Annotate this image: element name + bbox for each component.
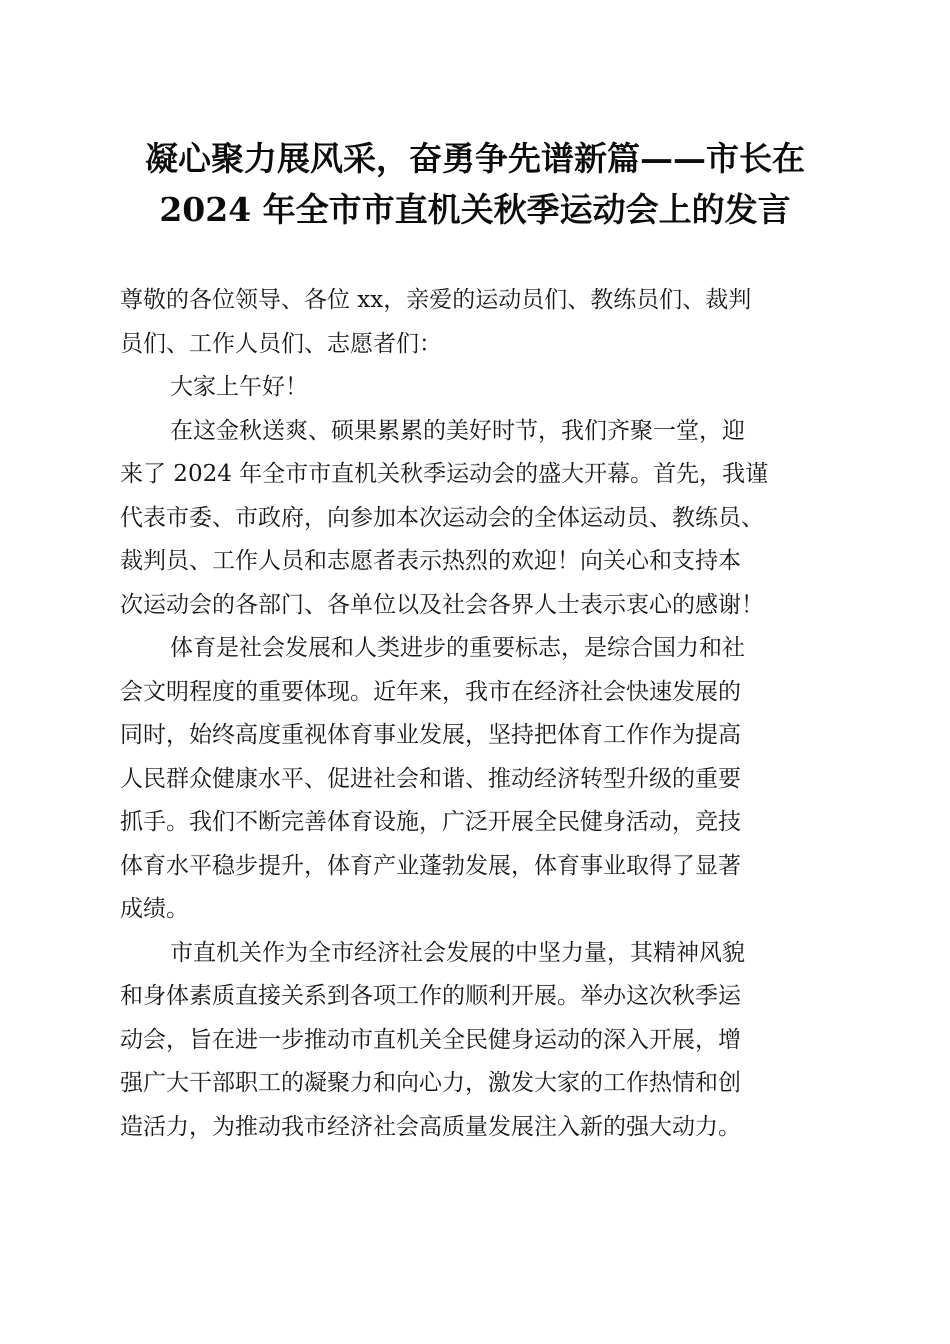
opening-paragraph <box>120 410 836 628</box>
greeting-paragraph <box>120 366 836 410</box>
text-line: 造活力，为推动我市经济社会高质量发展注入新的强大动力。 <box>120 1113 741 1140</box>
text-line: 会文明程度的重要体现。近年来，我市在经济社会快速发展的 <box>120 678 741 705</box>
text-line: 抓手。我们不断完善体育设施，广泛开展全民健身活动，竞技 <box>120 809 741 835</box>
text-line: 在这金秋送爽、硕果累累的美好时节，我们齐聚一堂，迎 <box>170 417 745 444</box>
text-line: 次运动会的各部门、各单位以及社会各界人士表示衷心的感谢！ <box>120 591 764 618</box>
text-line: 强广大干部职工的凝聚力和向心力，激发大家的工作热情和创 <box>120 1070 741 1096</box>
text-line: 体育是社会发展和人类进步的重要标志，是综合国力和社 <box>170 635 745 661</box>
text-line: 大家上午好！ <box>170 374 308 400</box>
text-line: 同时，始终高度重视体育事业发展，坚持把体育工作作为提高 <box>120 722 741 748</box>
text-line: 成绩。 <box>120 896 189 922</box>
text-line: 体育水平稳步提升，体育产业蓬勃发展，体育事业取得了显著 <box>120 852 741 879</box>
text-line: 裁判员、工作人员和志愿者表示热烈的欢迎！向关心和支持本 <box>120 548 741 574</box>
text-line: 代表市委、市政府，向参加本次运动会的全体运动员、教练员、 <box>120 504 764 531</box>
text-line: 人民群众健康水平、促进社会和谐、推动经济转型升级的重要 <box>120 765 741 792</box>
salutation-paragraph <box>120 279 836 366</box>
text-line: 来了 2024 年全市市直机关秋季运动会的盛大开幕。首先，我谨 <box>120 461 769 487</box>
title-line: 凝心聚力展风采，奋勇争先谱新篇——市长在 <box>145 139 805 178</box>
sports-significance-paragraph <box>120 627 836 932</box>
text-line: 市直机关作为全市经济社会发展的中坚力量，其精神风貌 <box>170 939 745 966</box>
document-body <box>120 279 836 1149</box>
document-title <box>100 133 850 235</box>
text-line: 和身体素质直接关系到各项工作的顺利开展。举办这次秋季运 <box>120 983 741 1009</box>
title-line: 2024 年全市市直机关秋季运动会上的发言 <box>159 190 791 229</box>
text-line: 员们、工作人员们、志愿者们： <box>120 330 442 357</box>
text-line: 动会，旨在进一步推动市直机关全民健身运动的深入开展，增 <box>120 1026 741 1053</box>
text-line: 尊敬的各位领导、各位 xx，亲爱的运动员们、教练员们、裁判 <box>120 287 752 313</box>
agencies-paragraph <box>120 932 836 1150</box>
